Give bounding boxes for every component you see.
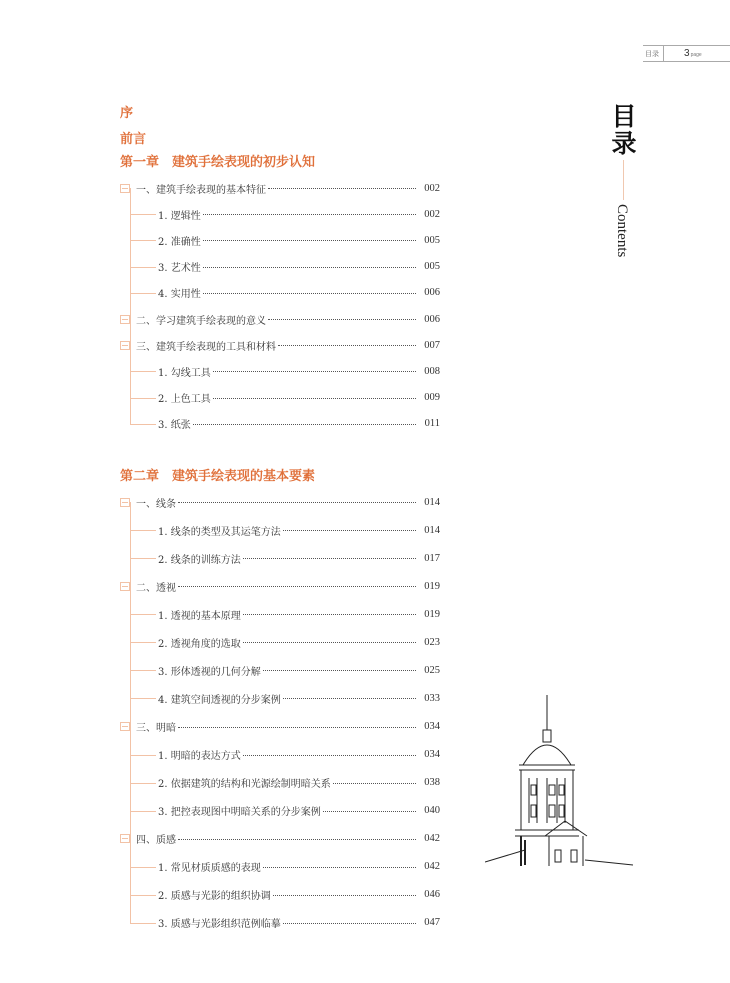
toc-subsection-entry[interactable] bbox=[120, 544, 440, 572]
side-divider bbox=[623, 160, 624, 200]
entry-page-number: 009 bbox=[424, 392, 440, 404]
toc-subsection-entry[interactable] bbox=[120, 516, 440, 544]
entry-page-number: 047 bbox=[424, 917, 440, 929]
tree-branch-line bbox=[130, 755, 156, 756]
dot-leader bbox=[203, 239, 416, 241]
toc-subsection-entry[interactable] bbox=[120, 797, 440, 825]
dot-leader bbox=[213, 370, 416, 372]
tree-branch-line bbox=[130, 783, 156, 784]
dot-leader bbox=[283, 529, 416, 531]
entry-title: 1. 透视的基本原理 bbox=[158, 610, 241, 622]
entry-title: 4. 建筑空间透视的分步案例 bbox=[158, 694, 281, 706]
entry-page-number: 006 bbox=[424, 313, 440, 325]
toc-preface[interactable]: 序 bbox=[120, 106, 134, 121]
dot-leader bbox=[203, 213, 416, 215]
tree-branch-line bbox=[130, 895, 156, 896]
dot-leader bbox=[323, 810, 416, 812]
entry-title: 3. 质感与光影组织范例临摹 bbox=[158, 919, 281, 931]
entry-title: 1. 线条的类型及其运笔方法 bbox=[158, 526, 281, 538]
tree-branch-line bbox=[130, 811, 156, 812]
entry-title: 二、学习建筑手绘表现的意义 bbox=[136, 315, 266, 327]
entry-title: 1. 明暗的表达方式 bbox=[158, 751, 241, 763]
chapter-1 bbox=[120, 151, 440, 437]
entry-page-number: 014 bbox=[424, 496, 440, 508]
entry-page-number: 034 bbox=[424, 749, 440, 761]
entry-page-number: 025 bbox=[424, 664, 440, 676]
dot-leader bbox=[268, 187, 416, 189]
tree-branch-line bbox=[130, 398, 156, 399]
dot-leader bbox=[278, 344, 416, 346]
toc-section-entry[interactable] bbox=[120, 713, 440, 741]
toc-subsection-entry[interactable] bbox=[120, 881, 440, 909]
entry-page-number: 008 bbox=[424, 365, 440, 377]
entry-page-number: 002 bbox=[424, 182, 440, 194]
toc-subsection-entry[interactable] bbox=[120, 853, 440, 881]
entry-title: 3. 纸张 bbox=[158, 420, 191, 432]
entry-page-number: 017 bbox=[424, 552, 440, 564]
toc-section-entry[interactable] bbox=[120, 488, 440, 516]
collapse-box-icon bbox=[120, 834, 130, 843]
toc-section-entry[interactable] bbox=[120, 175, 440, 201]
dot-leader bbox=[193, 423, 416, 425]
entry-page-number: 034 bbox=[424, 721, 440, 733]
entry-page-number: 014 bbox=[424, 524, 440, 536]
entry-title: 2. 依据建筑的结构和光源绘制明暗关系 bbox=[158, 779, 331, 791]
tab-label: 目录 bbox=[643, 46, 664, 61]
entry-title: 2. 上色工具 bbox=[158, 394, 211, 406]
entry-title: 二、透视 bbox=[136, 582, 176, 594]
chapter-title[interactable]: 第二章 建筑手绘表现的基本要素 bbox=[120, 469, 316, 484]
dot-leader bbox=[243, 613, 416, 615]
entry-page-number: 019 bbox=[424, 580, 440, 592]
entry-page-number: 005 bbox=[424, 261, 440, 273]
side-title: 目录 bbox=[611, 102, 637, 158]
tree-branch-line bbox=[130, 670, 156, 671]
dot-leader bbox=[283, 922, 416, 924]
toc-section-entry[interactable] bbox=[120, 572, 440, 600]
entry-title: 3. 形体透视的几何分解 bbox=[158, 666, 261, 678]
tree-branch-line bbox=[130, 424, 156, 425]
toc-section-entry[interactable] bbox=[120, 332, 440, 358]
toc-section-entry[interactable] bbox=[120, 306, 440, 332]
tree-branch-line bbox=[130, 642, 156, 643]
toc-subsection-entry[interactable] bbox=[120, 411, 440, 437]
dot-leader bbox=[283, 697, 416, 699]
tree-branch-line bbox=[130, 614, 156, 615]
tree-branch-line bbox=[130, 558, 156, 559]
dot-leader bbox=[243, 557, 416, 559]
dot-leader bbox=[333, 782, 416, 784]
chapter-title[interactable]: 第一章 建筑手绘表现的初步认知 bbox=[120, 155, 316, 170]
tree-branch-line bbox=[130, 240, 156, 241]
entry-title: 3. 把控表现图中明暗关系的分步案例 bbox=[158, 807, 321, 819]
entry-page-number: 007 bbox=[424, 339, 440, 351]
toc-subsection-entry[interactable] bbox=[120, 769, 440, 797]
toc-subsection-entry[interactable] bbox=[120, 741, 440, 769]
entry-page-number: 005 bbox=[424, 234, 440, 246]
entry-title: 一、建筑手绘表现的基本特征 bbox=[136, 184, 266, 196]
entry-title: 3. 艺术性 bbox=[158, 263, 201, 275]
side-subtitle: Contents bbox=[614, 204, 630, 258]
dot-leader bbox=[178, 838, 416, 840]
entry-title: 2. 准确性 bbox=[158, 236, 201, 248]
dot-leader bbox=[203, 292, 416, 294]
entry-title: 2. 线条的训练方法 bbox=[158, 554, 241, 566]
entry-page-number: 038 bbox=[424, 777, 440, 789]
chapter-2 bbox=[120, 465, 440, 937]
dot-leader bbox=[178, 585, 416, 587]
toc-subsection-entry[interactable] bbox=[120, 254, 440, 280]
entry-title: 1. 勾线工具 bbox=[158, 367, 211, 379]
entry-title: 三、明暗 bbox=[136, 723, 176, 735]
toc-subsection-entry[interactable] bbox=[120, 358, 440, 384]
dot-leader bbox=[243, 754, 416, 756]
collapse-box-icon bbox=[120, 582, 130, 591]
tree-branch-line bbox=[130, 867, 156, 868]
toc-subsection-entry[interactable] bbox=[120, 600, 440, 628]
collapse-box-icon bbox=[120, 184, 130, 193]
entry-page-number: 042 bbox=[424, 833, 440, 845]
entry-title: 1. 逻辑性 bbox=[158, 210, 201, 222]
entry-page-number: 002 bbox=[424, 208, 440, 220]
collapse-box-icon bbox=[120, 722, 130, 731]
page-number-value: 3 bbox=[684, 48, 690, 59]
toc-subsection-entry[interactable] bbox=[120, 201, 440, 227]
dot-leader bbox=[213, 397, 416, 399]
collapse-box-icon bbox=[120, 341, 130, 350]
entry-title: 2. 质感与光影的组织协调 bbox=[158, 891, 271, 903]
entry-page-number: 011 bbox=[424, 418, 440, 430]
entry-title: 三、建筑手绘表现的工具和材料 bbox=[136, 341, 276, 353]
entry-page-number: 046 bbox=[424, 889, 440, 901]
entry-title: 2. 透视角度的选取 bbox=[158, 638, 241, 650]
page-suffix: page bbox=[690, 52, 702, 58]
toc-subsection-entry[interactable] bbox=[120, 385, 440, 411]
dot-leader bbox=[203, 266, 416, 268]
dot-leader bbox=[263, 669, 416, 671]
dot-leader bbox=[268, 318, 416, 320]
tree-branch-line bbox=[130, 698, 156, 699]
toc-subsection-entry[interactable] bbox=[120, 909, 440, 937]
page-tab bbox=[643, 45, 730, 62]
chapter-entries bbox=[120, 175, 440, 437]
dot-leader bbox=[243, 641, 416, 643]
entry-title: 一、线条 bbox=[136, 498, 176, 510]
toc-section-entry[interactable] bbox=[120, 825, 440, 853]
toc-subsection-entry[interactable] bbox=[120, 227, 440, 253]
toc-subsection-entry[interactable] bbox=[120, 684, 440, 712]
dot-leader bbox=[263, 866, 416, 868]
entry-title: 四、质感 bbox=[136, 835, 176, 847]
entry-title: 4. 实用性 bbox=[158, 289, 201, 301]
dot-leader bbox=[273, 894, 416, 896]
toc-foreword[interactable]: 前言 bbox=[120, 132, 147, 147]
entry-page-number: 006 bbox=[424, 287, 440, 299]
tree-branch-line bbox=[130, 530, 156, 531]
dot-leader bbox=[178, 726, 416, 728]
collapse-box-icon bbox=[120, 315, 130, 324]
page-number bbox=[664, 48, 702, 59]
toc-subsection-entry[interactable] bbox=[120, 656, 440, 684]
collapse-box-icon bbox=[120, 498, 130, 507]
toc-subsection-entry[interactable] bbox=[120, 628, 440, 656]
entry-title: 1. 常见材质质感的表现 bbox=[158, 863, 261, 875]
tree-branch-line bbox=[130, 371, 156, 372]
dot-leader bbox=[178, 501, 416, 503]
entry-page-number: 019 bbox=[424, 608, 440, 620]
chapter-entries bbox=[120, 488, 440, 937]
tree-branch-line bbox=[130, 293, 156, 294]
toc-subsection-entry[interactable] bbox=[120, 280, 440, 306]
entry-page-number: 040 bbox=[424, 805, 440, 817]
building-sketch-illustration bbox=[485, 690, 635, 875]
entry-page-number: 033 bbox=[424, 692, 440, 704]
entry-page-number: 023 bbox=[424, 636, 440, 648]
tree-branch-line bbox=[130, 267, 156, 268]
tree-branch-line bbox=[130, 923, 156, 924]
tree-branch-line bbox=[130, 214, 156, 215]
entry-page-number: 042 bbox=[424, 861, 440, 873]
